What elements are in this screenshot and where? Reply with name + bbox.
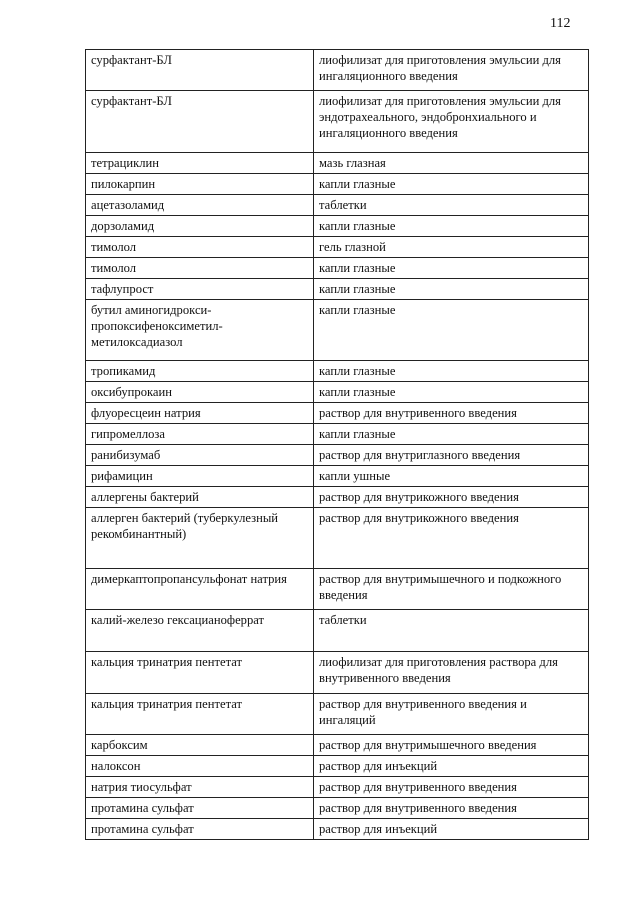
table-row: [86, 798, 589, 819]
drug-name-cell: бутил аминогидрокси-пропоксифеноксиметил-метилоксадиазол: [86, 300, 314, 361]
dosage-form-cell: гель глазной: [314, 237, 589, 258]
drug-name-cell: аллерген бактерий (туберкулезный рекомбинантный): [86, 508, 314, 569]
table-row: [86, 445, 589, 466]
drug-name-cell: оксибупрокаин: [86, 382, 314, 403]
table-row: [86, 216, 589, 237]
dosage-form-cell: раствор для внутримышечного и подкожного введения: [314, 569, 589, 610]
drug-name-cell: тимолол: [86, 237, 314, 258]
table-row: [86, 91, 589, 153]
drug-table: [85, 49, 589, 840]
dosage-form-cell: капли глазные: [314, 300, 589, 361]
dosage-form-cell: раствор для внутрикожного введения: [314, 487, 589, 508]
table-row: [86, 50, 589, 91]
table-row: [86, 300, 589, 361]
dosage-form-cell: лиофилизат для приготовления раствора для внутривенного введения: [314, 652, 589, 694]
dosage-form-cell: капли глазные: [314, 258, 589, 279]
drug-name-cell: дорзоламид: [86, 216, 314, 237]
table-row: [86, 258, 589, 279]
table-row: [86, 153, 589, 174]
dosage-form-cell: капли глазные: [314, 216, 589, 237]
page-number: 112: [550, 16, 571, 31]
table-row: [86, 361, 589, 382]
dosage-form-cell: лиофилизат для приготовления эмульсии для эндотрахеального, эндобронхиального и ингаляционного введения: [314, 91, 589, 153]
table-row: [86, 487, 589, 508]
drug-name-cell: налоксон: [86, 756, 314, 777]
dosage-form-cell: капли глазные: [314, 424, 589, 445]
table-row: [86, 466, 589, 487]
table-row: [86, 237, 589, 258]
drug-name-cell: сурфактант-БЛ: [86, 91, 314, 153]
dosage-form-cell: раствор для внутримышечного введения: [314, 735, 589, 756]
dosage-form-cell: раствор для внутривенного введения: [314, 777, 589, 798]
drug-name-cell: рифамицин: [86, 466, 314, 487]
drug-name-cell: натрия тиосульфат: [86, 777, 314, 798]
drug-name-cell: карбоксим: [86, 735, 314, 756]
drug-name-cell: димеркаптопропансульфонат натрия: [86, 569, 314, 610]
table-row: [86, 735, 589, 756]
table-row: [86, 403, 589, 424]
dosage-form-cell: раствор для внутриглазного введения: [314, 445, 589, 466]
dosage-form-cell: таблетки: [314, 195, 589, 216]
table-row: [86, 279, 589, 300]
dosage-form-cell: капли глазные: [314, 361, 589, 382]
table-row: [86, 174, 589, 195]
dosage-form-cell: капли глазные: [314, 174, 589, 195]
dosage-form-cell: раствор для внутрикожного введения: [314, 508, 589, 569]
table-row: [86, 195, 589, 216]
table-row: [86, 694, 589, 735]
dosage-form-cell: таблетки: [314, 610, 589, 652]
dosage-form-cell: раствор для внутривенного введения: [314, 403, 589, 424]
drug-name-cell: пилокарпин: [86, 174, 314, 195]
drug-name-cell: ранибизумаб: [86, 445, 314, 466]
drug-name-cell: кальция тринатрия пентетат: [86, 652, 314, 694]
drug-name-cell: гипромеллоза: [86, 424, 314, 445]
drug-name-cell: кальция тринатрия пентетат: [86, 694, 314, 735]
drug-name-cell: ацетазоламид: [86, 195, 314, 216]
dosage-form-cell: раствор для инъекций: [314, 819, 589, 840]
dosage-form-cell: капли ушные: [314, 466, 589, 487]
table-row: [86, 610, 589, 652]
drug-name-cell: протамина сульфат: [86, 798, 314, 819]
dosage-form-cell: раствор для инъекций: [314, 756, 589, 777]
table-row: [86, 819, 589, 840]
drug-name-cell: тетрациклин: [86, 153, 314, 174]
drug-name-cell: аллергены бактерий: [86, 487, 314, 508]
drug-name-cell: протамина сульфат: [86, 819, 314, 840]
dosage-form-cell: лиофилизат для приготовления эмульсии для ингаляционного введения: [314, 50, 589, 91]
table-row: [86, 652, 589, 694]
drug-name-cell: тропикамид: [86, 361, 314, 382]
table-row: [86, 424, 589, 445]
dosage-form-cell: мазь глазная: [314, 153, 589, 174]
drug-name-cell: тимолол: [86, 258, 314, 279]
dosage-form-cell: капли глазные: [314, 279, 589, 300]
table-row: [86, 508, 589, 569]
dosage-form-cell: раствор для внутривенного введения и ингаляций: [314, 694, 589, 735]
drug-name-cell: флуоресцеин натрия: [86, 403, 314, 424]
table-row: [86, 569, 589, 610]
dosage-form-cell: раствор для внутривенного введения: [314, 798, 589, 819]
table-row: [86, 777, 589, 798]
dosage-form-cell: капли глазные: [314, 382, 589, 403]
table-row: [86, 756, 589, 777]
table-row: [86, 382, 589, 403]
drug-name-cell: сурфактант-БЛ: [86, 50, 314, 91]
drug-name-cell: тафлупрост: [86, 279, 314, 300]
drug-name-cell: калий-железо гексацианоферрат: [86, 610, 314, 652]
